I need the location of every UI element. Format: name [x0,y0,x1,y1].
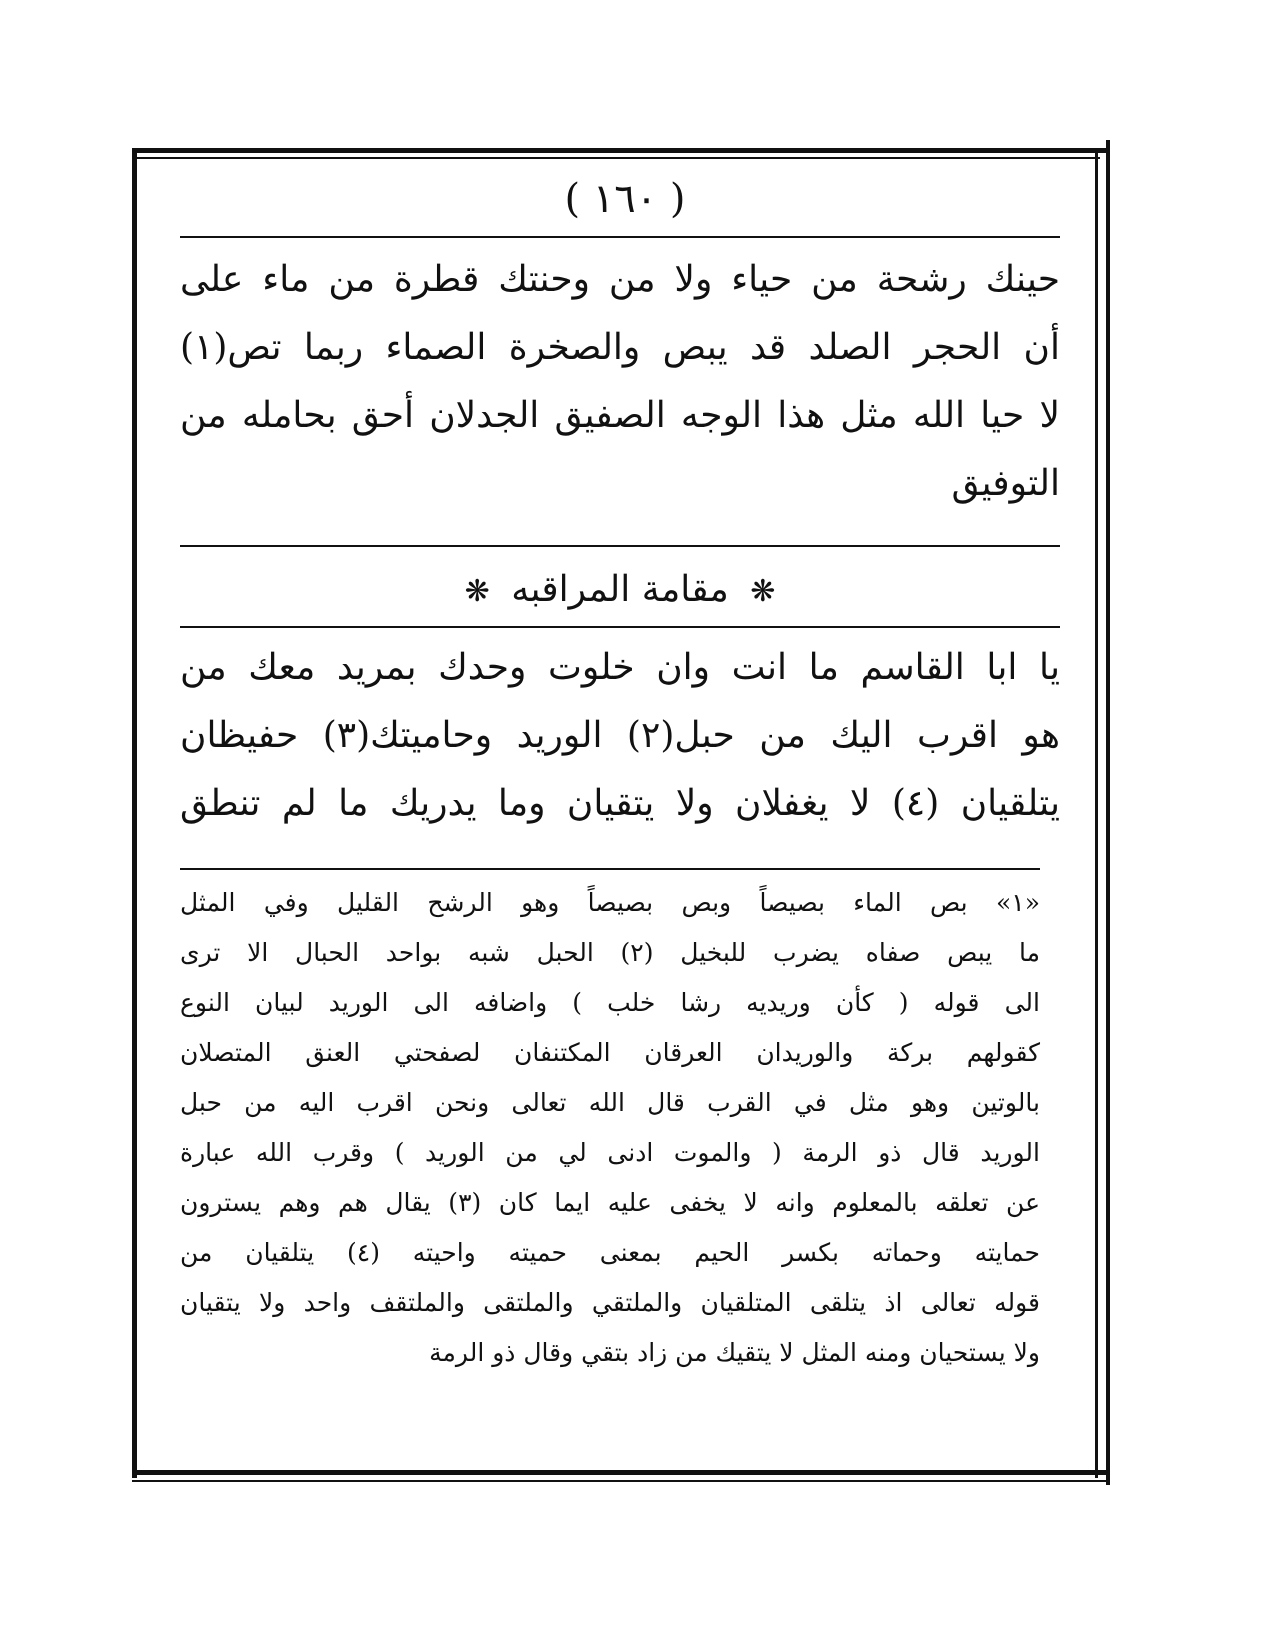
page-frame-bottom [132,1470,1110,1475]
section-title [180,562,1060,620]
footnote-line: حمايته وحماته بكسر الحيم بمعنى حميته واحيته (٤) يتلقيان من [180,1238,1041,1267]
footnote-rule [180,868,1040,870]
ornament-icon: ❋ [750,574,776,609]
section-rule-bottom [180,626,1060,628]
main-text-line: لا حيا الله مثل هذا الوجه الصفيق الجدلان أحق بحامله من [180,395,1060,436]
footnote-line: ما يبص صفاه يضرب للبخيل (٢) الحبل شبه بواحد الحبال الا ترى [180,938,1041,967]
footnote-line: «١» بص الماء بصيصاً وبص بصيصاً وهو الرشح القليل وفي المثل [180,888,1040,917]
footnote-line: بالوتين وهو مثل في القرب قال الله تعالى ونحن اقرب اليه من حبل [180,1088,1040,1117]
main-text [180,246,1060,518]
footnote-line: الى قوله ( كأن وريديه رشا خلب ) واضافه الى الوريد لبيان النوع [180,988,1040,1017]
section-text-line: هو اقرب اليك من حبل(٢) الوريد وحاميتك(٣) حفيظان [180,715,1060,756]
page-frame-bottom-outer [132,1480,1110,1482]
page-frame-right-inner [1095,148,1098,1478]
page-frame-top-inner [132,157,1100,159]
page-frame-right [1106,140,1110,1485]
section-rule-top [180,545,1060,547]
main-text-line: أن الحجر الصلد قد يبص والصخرة الصماء ربما تص(١) [180,327,1060,368]
footnote-line: ولا يستحيان ومنه المثل لا يتقيك من زاد بتقي وقال ذو الرمة [429,1338,1040,1367]
footnote-line: عن تعلقه بالمعلوم وانه لا يخفى عليه ايما كان (٣) يقال هم وهم يسترون [180,1188,1040,1217]
page-number: ( ١٦٠ ) [564,176,686,222]
page-frame-top [132,148,1110,153]
main-text-line: حينك رشحة من حياء ولا من وحنتك قطرة من ماء على [180,259,1060,300]
ornament-icon: ❋ [464,574,490,609]
page-frame-left [132,148,137,1478]
section-text-line: يتلقيان (٤) لا يغفلان ولا يتقيان وما يدريك ما لم تنطق [180,783,1060,824]
section-text-line: يا ابا القاسم ما انت وان خلوت وحدك بمريد معك من [180,647,1060,688]
section-text [180,634,1060,838]
footnotes [180,878,1040,1378]
main-text-line: التوفيق [951,463,1060,504]
footnote-line: الوريد قال ذو الرمة ( والموت ادنى لي من الوريد ) وقرب الله عبارة [180,1138,1040,1167]
footnote-line: قوله تعالى اذ يتلقى المتلقيان والملتقي والملتقى والملتقف واحد ولا يتقيان [180,1288,1040,1317]
footnote-line: كقولهم بركة والوريدان العرقان المكتنفان لصفحتي العنق المتصلان [180,1038,1040,1067]
section-title-text: مقامة المراقبه [511,569,729,610]
header-rule [180,236,1060,238]
